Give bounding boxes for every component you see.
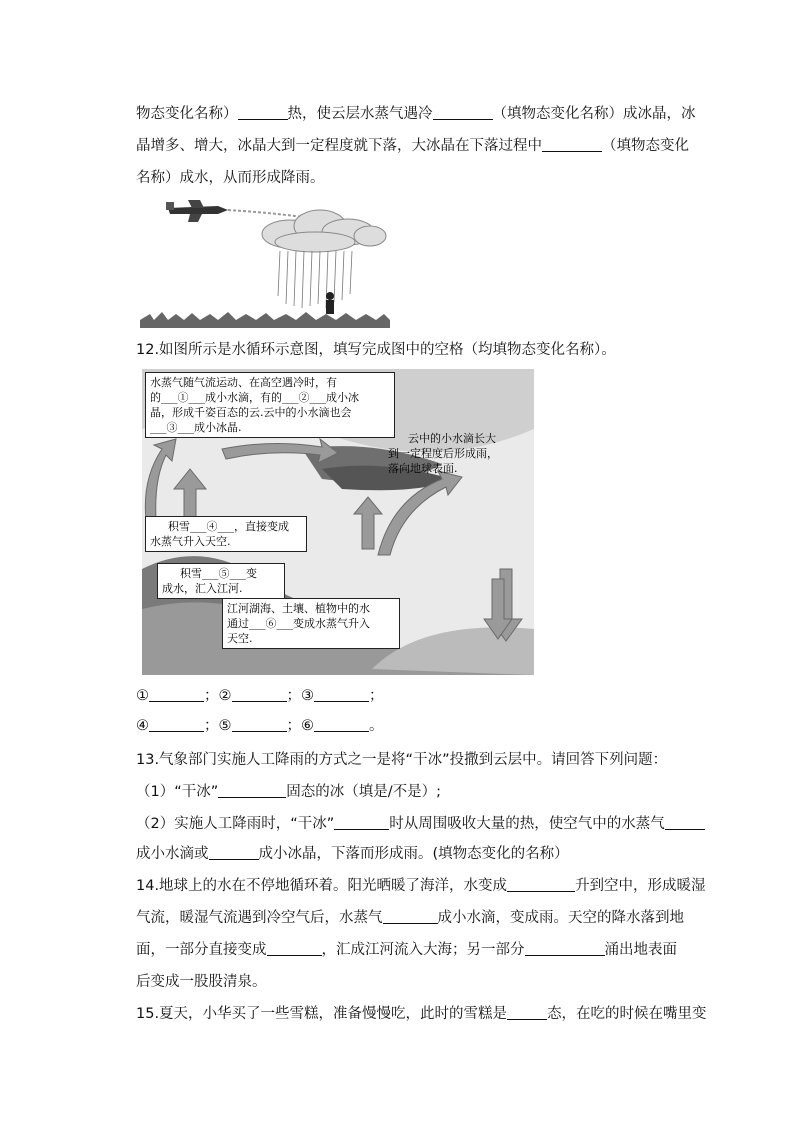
answer-blank[interactable] <box>507 1001 547 1020</box>
answer-blank[interactable] <box>665 811 705 830</box>
answer-blank[interactable] <box>149 683 204 702</box>
answer-blank[interactable] <box>218 779 286 798</box>
box-snow-melting: 积雪___⑤___变 成水，汇入江河. <box>157 563 285 599</box>
q12-answers-row2: ④ ；⑤ ；⑥ 。 <box>136 710 676 742</box>
box-cloud-formation: 水蒸气随气流运动、在高空遇冷时，有 的___①___成小水滴，有的___②___成小冰 晶，形成千姿百态的云.云中的小水滴也会 ___③___成小冰晶. <box>145 372 395 438</box>
answer-blank[interactable] <box>232 713 287 732</box>
airplane-icon <box>166 200 228 222</box>
q12-question: 12.如图所示是水循环示意图，填写完成图中的空格（均填物态变化名称）。 <box>136 342 616 358</box>
answer-blank[interactable] <box>314 683 369 702</box>
q11-line1: 物态变化名称） 热，使云层水蒸气遇冷 （填物态变化名称）成冰晶，冰 <box>136 98 676 130</box>
answer-blank[interactable] <box>267 937 322 956</box>
q11-line2: 晶增多、增大，冰晶大到一定程度就下落，大冰晶在下落过程中 （填物态变化 <box>136 130 676 162</box>
answer-blank[interactable] <box>507 873 575 892</box>
answer-blank[interactable] <box>232 683 287 702</box>
answer-blank[interactable] <box>525 937 605 956</box>
q14-line4: 后变成一股股清泉。 <box>136 974 267 990</box>
q13-sub1: （1）“干冰” 固态的冰（填是/不是）; <box>136 776 676 808</box>
q13-sub3: 成小水滴或 成小冰晶，下落而形成雨。(填物态变化的名称） <box>136 838 676 870</box>
q14-line2: 气流，暖湿气流遇到冷空气后，水蒸气 成小水滴，变成雨。天空的降水落到地 <box>136 902 676 934</box>
cloud-seeding-illustration <box>140 196 390 328</box>
box-snow-sublimation: 积雪___④___，直接变成 水蒸气升入天空. <box>145 516 307 552</box>
answer-blank[interactable] <box>209 841 259 860</box>
answer-blank[interactable] <box>433 101 493 120</box>
q14-line1: 14.地球上的水在不停地循环着。阳光晒暖了海洋，水变成 升到空中，形成暖湿 <box>136 870 676 902</box>
q15-line1: 15.夏天，小华买了一些雪糕，准备慢慢吃，此时的雪糕是 态，在吃的时候在嘴里变 <box>136 998 676 1030</box>
answer-blank[interactable] <box>314 713 369 732</box>
water-cycle-diagram <box>142 369 534 675</box>
box-evaporation: 江河湖海、土壤、植物中的水 通过___⑥___变成水蒸气升入 天空. <box>222 598 400 649</box>
q13-sub2: （2）实施人工降雨时，“干冰” 时从周围吸收大量的热，使空气中的水蒸气 <box>136 808 676 840</box>
cloud-icon <box>262 210 386 252</box>
answer-blank[interactable] <box>334 811 389 830</box>
q11-line3: 名称）成水，从而形成降雨。 <box>136 170 325 186</box>
rain-icon <box>278 251 352 308</box>
answer-blank[interactable] <box>383 905 438 924</box>
text-rain-formation: 云中的小水滴长大 到一定程度后形成雨， 落向地球表面. <box>388 432 498 475</box>
q13-question: 13.气象部门实施人工降雨的方式之一是将“干冰”投撒到云层中。请回答下列问题： <box>136 752 668 768</box>
answer-blank[interactable] <box>238 101 288 120</box>
q14-line3: 面，一部分直接变成 ，汇成江河流入大海；另一部分 涌出地表面 <box>136 934 676 966</box>
answer-blank[interactable] <box>149 713 204 732</box>
person-icon <box>326 292 334 314</box>
answer-blank[interactable] <box>542 133 602 152</box>
q12-answers-row1: ① ；② ；③ ； <box>136 680 676 712</box>
